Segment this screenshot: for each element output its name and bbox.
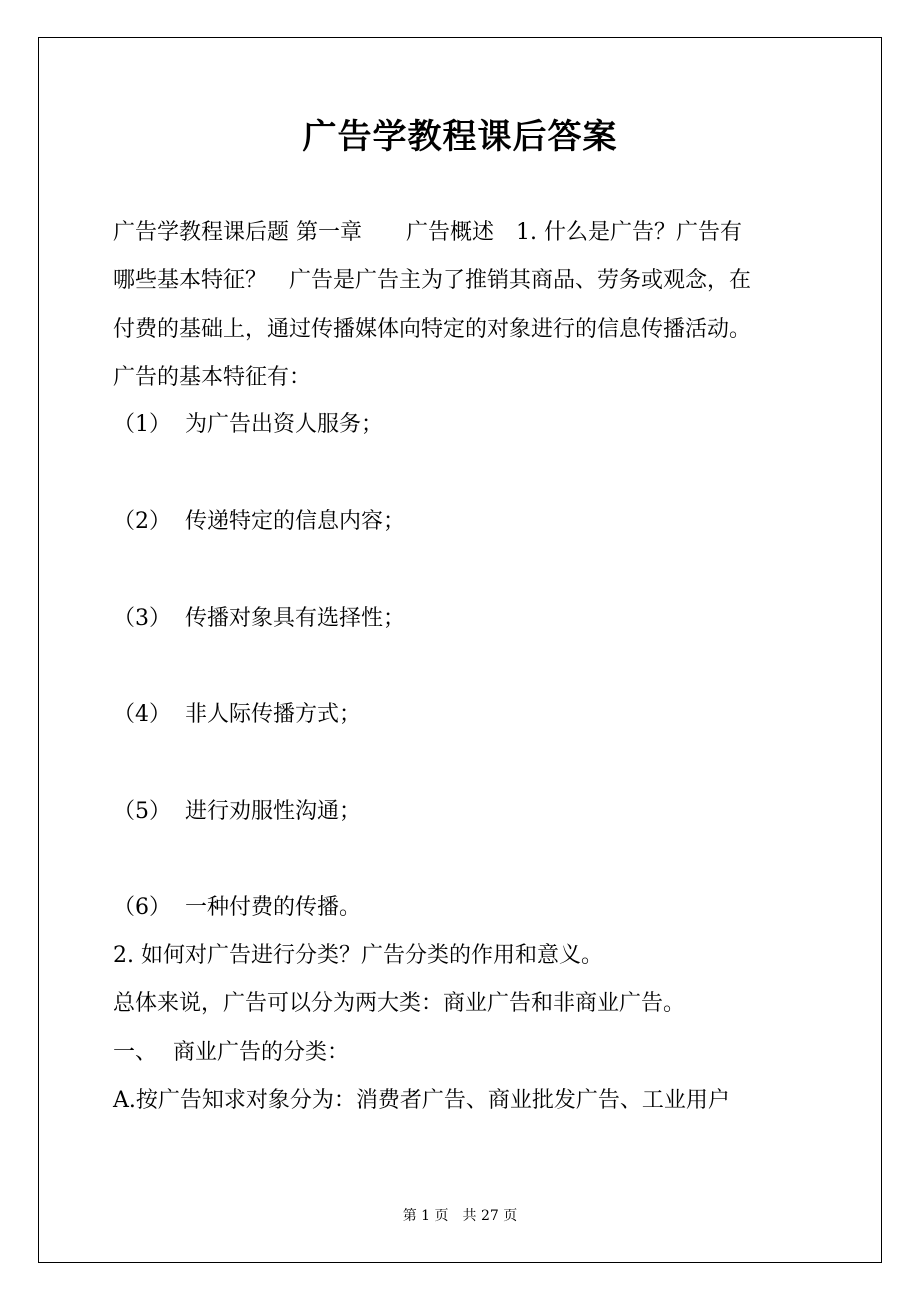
feature-number: （6） xyxy=(113,895,171,920)
section-heading xyxy=(113,1038,349,1068)
page-footer xyxy=(0,1206,920,1226)
feature-text: 传递特定的信息内容； xyxy=(185,509,406,534)
body-line-last: A.按广告知求对象分为：消费者广告、商业批发广告、工业用户 xyxy=(113,1088,730,1113)
body-line-1: 广告学教程课后题 第一章 广告概述 1. 什么是广告？广告有 xyxy=(113,220,742,245)
question-2: 2. 如何对广告进行分类？广告分类的作用和意义。 xyxy=(113,943,603,968)
feature-text: 为广告出资人服务； xyxy=(185,412,384,437)
feature-item-3 xyxy=(113,604,405,634)
feature-text: 非人际传播方式； xyxy=(185,702,362,727)
body-line-2: 哪些基本特征？ 广告是广告主为了推销其商品、劳务或观念，在 xyxy=(113,268,752,293)
page-number: 第 1 页 xyxy=(402,1208,449,1224)
body-line-4: 广告的基本特征有： xyxy=(113,365,312,390)
feature-text: 传播对象具有选择性； xyxy=(185,606,406,631)
page-total: 共 27 页 xyxy=(462,1208,518,1224)
feature-item-6 xyxy=(113,893,361,923)
summary-line: 总体来说，广告可以分为两大类：商业广告和非商业广告。 xyxy=(113,991,686,1016)
feature-number: （4） xyxy=(113,702,171,727)
section-title: 商业广告的分类： xyxy=(173,1040,350,1065)
feature-item-2 xyxy=(113,507,405,537)
body-line-3: 付费的基础上，通过传播媒体向特定的对象进行的信息传播活动。 xyxy=(113,317,752,342)
document-title: 广告学教程课后答案 xyxy=(302,117,618,157)
feature-number: （1） xyxy=(113,412,171,437)
feature-item-5 xyxy=(113,797,361,827)
feature-item-4 xyxy=(113,700,361,730)
section-number: 一、 xyxy=(113,1040,158,1065)
feature-number: （3） xyxy=(113,606,171,631)
feature-item-1 xyxy=(113,410,383,440)
feature-number: （5） xyxy=(113,799,171,824)
feature-text: 进行劝服性沟通； xyxy=(185,799,362,824)
feature-number: （2） xyxy=(113,509,171,534)
feature-text: 一种付费的传播。 xyxy=(185,895,362,920)
